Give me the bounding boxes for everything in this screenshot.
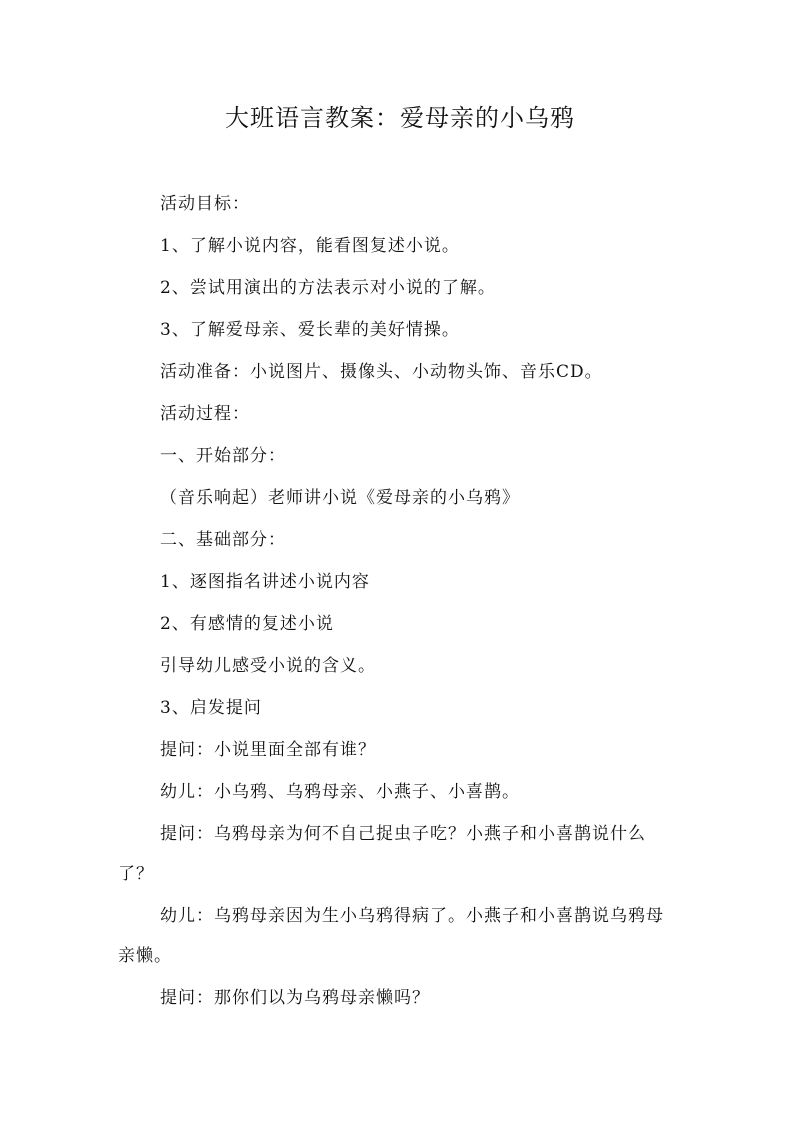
paragraph-goal-1: 1、了解小说内容，能看图复述小说。 xyxy=(160,236,460,256)
paragraph-guide: 引导幼儿感受小说的含义。 xyxy=(160,656,376,676)
paragraph-preparation: 活动准备：小说图片、摄像头、小动物头饰、音乐CD。 xyxy=(160,362,603,382)
paragraph-question-3: 提问：那你们以为乌鸦母亲懒吗？ xyxy=(160,988,430,1008)
paragraph-step-1: 1、逐图指名讲述小说内容 xyxy=(160,572,370,592)
paragraph-section-1: 一、开始部分： xyxy=(160,446,286,466)
paragraph-section-2: 二、基础部分： xyxy=(160,530,286,550)
paragraph-answer-2-line-2: 亲懒。 xyxy=(118,946,172,966)
document-title: 大班语言教案：爱母亲的小乌鸦 xyxy=(225,104,575,132)
paragraph-process: 活动过程： xyxy=(160,404,250,424)
paragraph-goal-2: 2、尝试用演出的方法表示对小说的了解。 xyxy=(160,278,496,298)
paragraph-question-2-line-2: 了？ xyxy=(118,864,154,884)
paragraph-goal-3: 3、了解爱母亲、爱长辈的美好情操。 xyxy=(160,320,460,340)
paragraph-activity-goals: 活动目标： xyxy=(160,194,250,214)
paragraph-step-2: 2、有感情的复述小说 xyxy=(160,614,334,634)
paragraph-question-1: 提问：小说里面全部有谁？ xyxy=(160,740,376,760)
paragraph-question-2-line-1: 提问：乌鸦母亲为何不自己捉虫子吃？小燕子和小喜鹊说什么 xyxy=(160,824,646,844)
paragraph-music-story: （音乐响起）老师讲小说《爱母亲的小乌鸦》 xyxy=(160,488,520,508)
paragraph-answer-2-line-1: 幼儿：乌鸦母亲因为生小乌鸦得病了。小燕子和小喜鹊说乌鸦母 xyxy=(160,906,664,926)
paragraph-answer-1: 幼儿：小乌鸦、乌鸦母亲、小燕子、小喜鹊。 xyxy=(160,782,520,802)
paragraph-step-3: 3、启发提问 xyxy=(160,698,262,718)
